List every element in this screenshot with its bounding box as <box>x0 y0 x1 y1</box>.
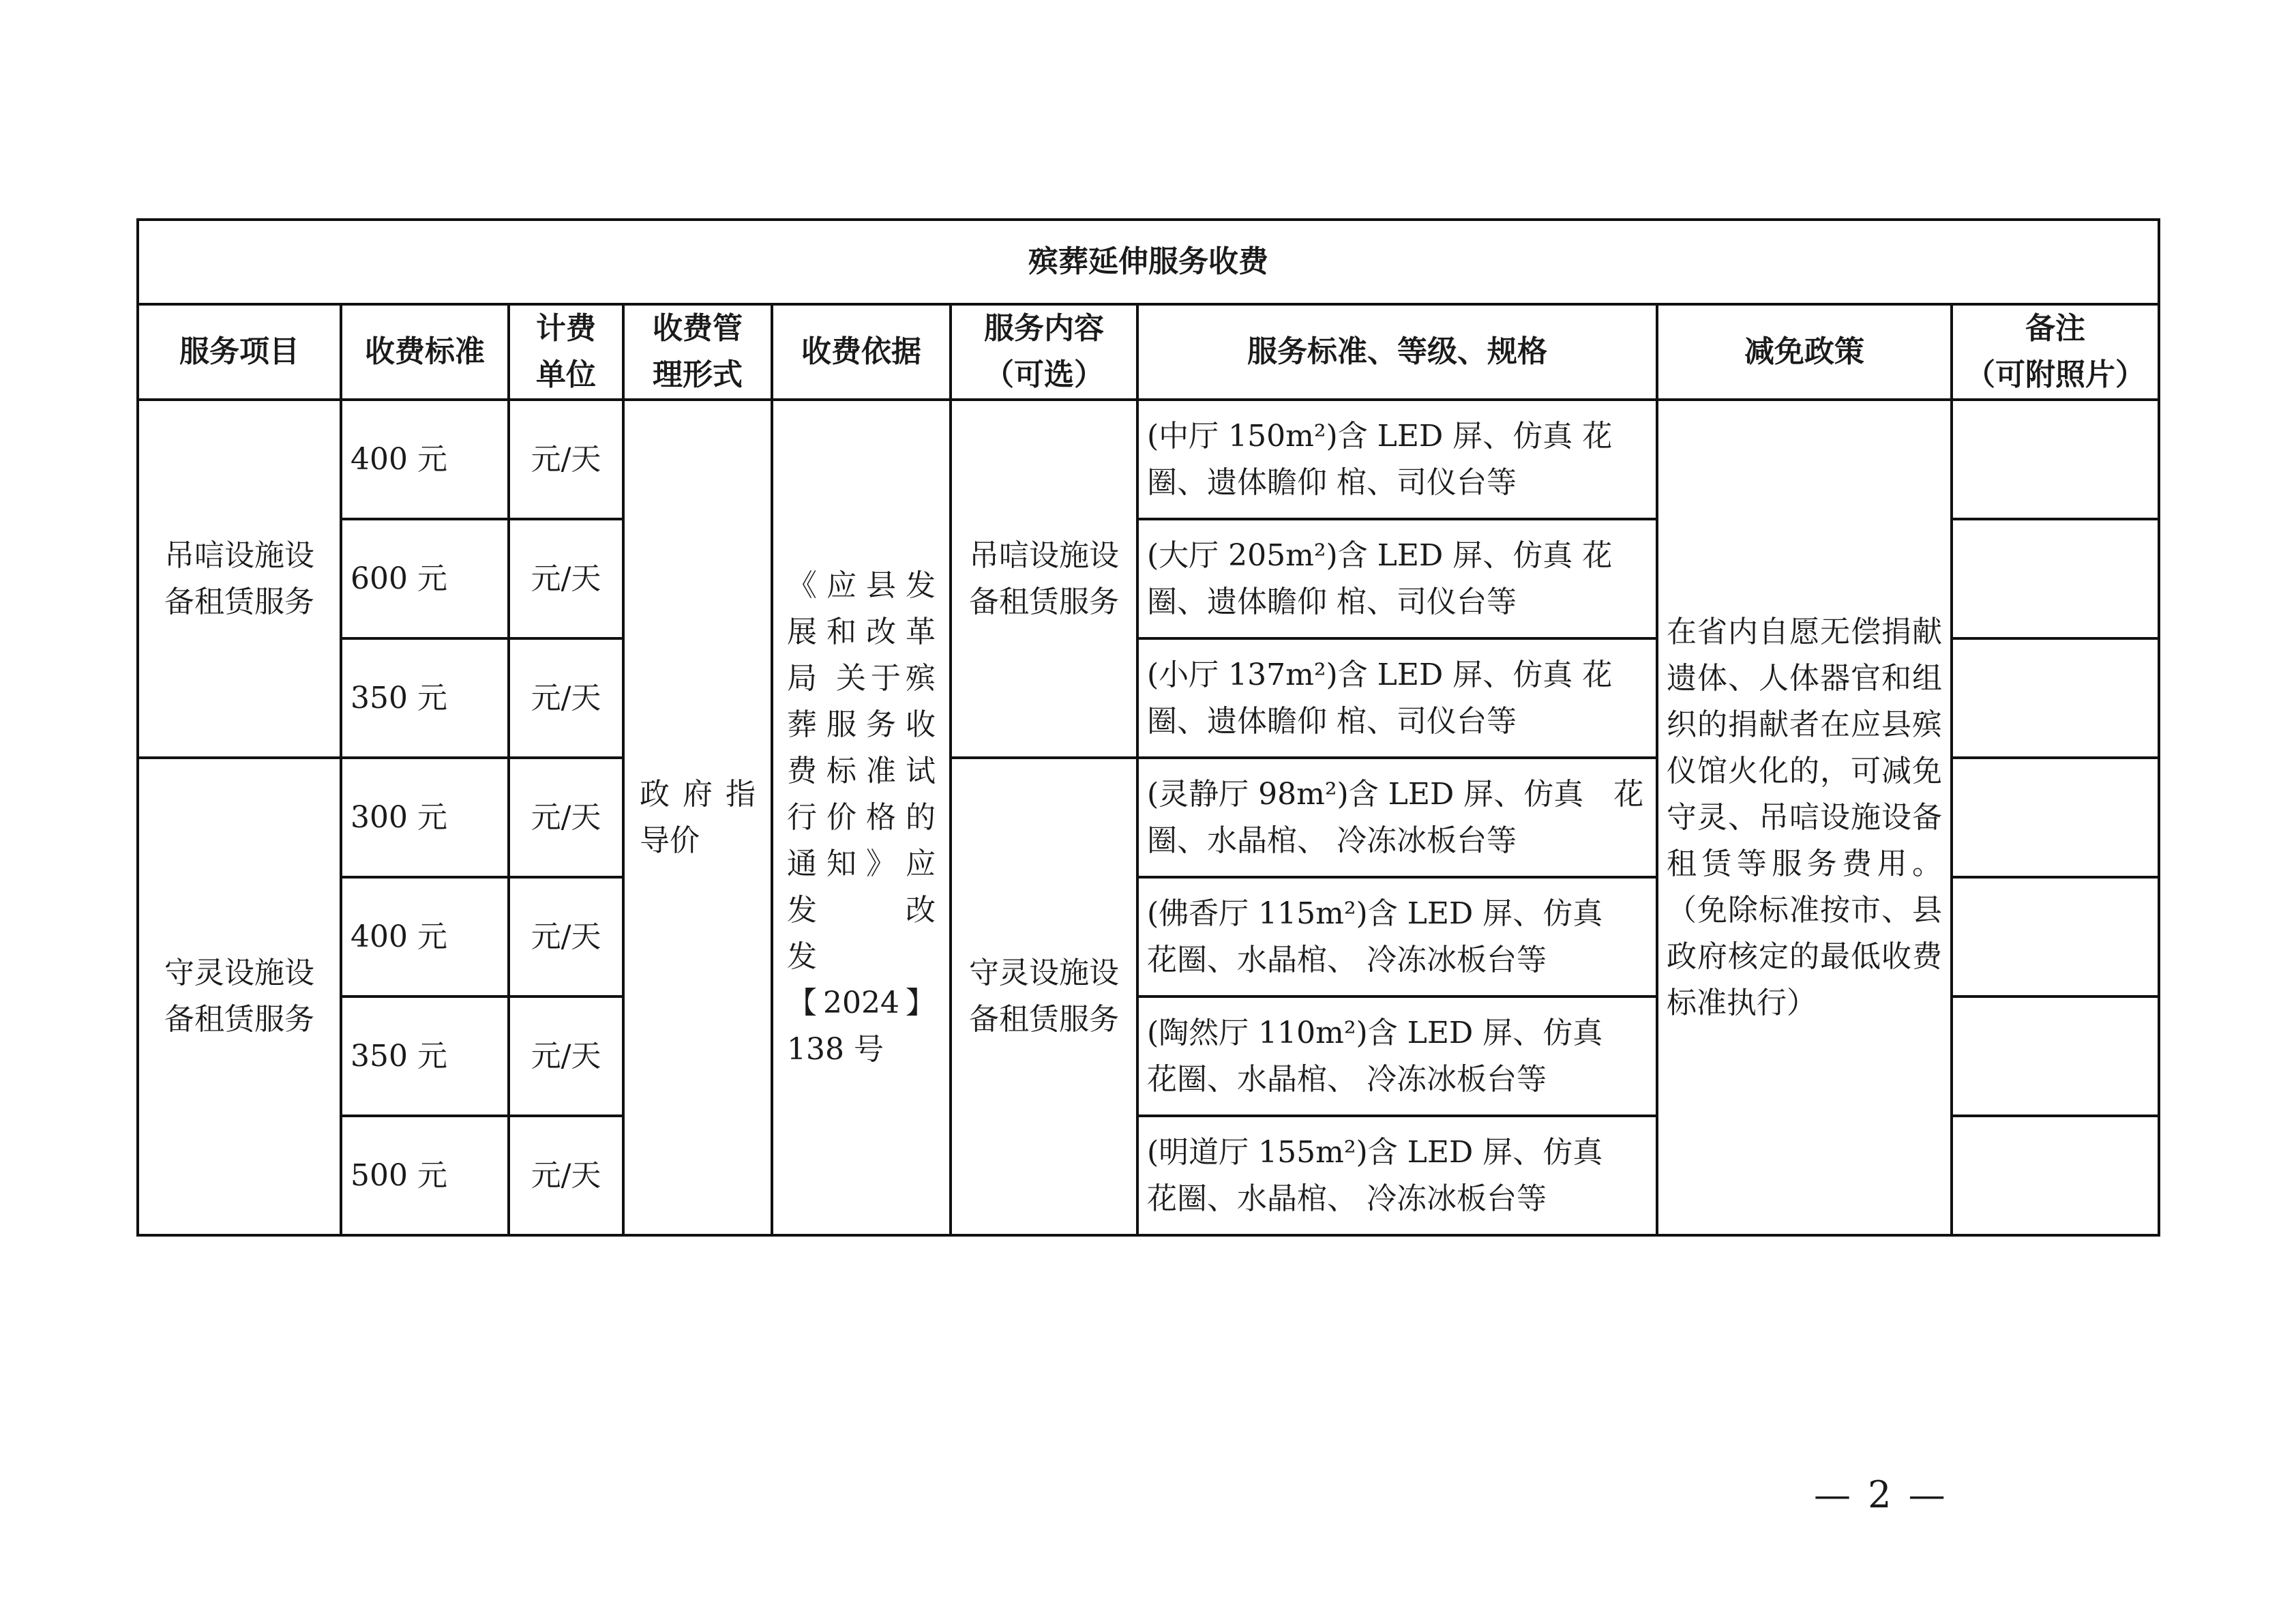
header-spec: 服务标准、等级、规格 <box>1137 304 1657 400</box>
management-cell: 政府指导价 <box>623 400 772 1235</box>
spec-cell: (小厅 137m²)含 LED 屏、仿真 花圈、遗体瞻仰 棺、司仪台等 <box>1137 638 1657 758</box>
service-item-cell: 守灵设施设备租赁服务 <box>138 758 341 1235</box>
header-note: 备注 （可附照片） <box>1952 304 2159 400</box>
spec-cell: (中厅 150m²)含 LED 屏、仿真 花圈、遗体瞻仰 棺、司仪台等 <box>1137 400 1657 519</box>
page-number: — 2 — <box>1814 1473 1948 1516</box>
service-item-cell: 吊唁设施设备租赁服务 <box>138 400 341 758</box>
spec-cell: (陶然厅 110m²)含 LED 屏、仿真 花圈、水晶棺、 冷冻冰板台等 <box>1137 996 1657 1116</box>
spec-cell: (大厅 205m²)含 LED 屏、仿真 花圈、遗体瞻仰 棺、司仪台等 <box>1137 519 1657 638</box>
content-cell: 守灵设施设 备租赁服务 <box>951 758 1137 1235</box>
header-basis: 收费依据 <box>772 304 951 400</box>
price-cell: 400 元 <box>341 877 509 996</box>
table-title: 殡葬延伸服务收费 <box>138 220 2159 304</box>
unit-cell: 元/天 <box>509 638 623 758</box>
unit-cell: 元/天 <box>509 758 623 877</box>
content-cell: 吊唁设施设 备租赁服务 <box>951 400 1137 758</box>
policy-cell: 在省内自愿无偿捐献遗体、人体器官和组织的捐献者在应县殡仪馆火化的，可减免守灵、吊唁设施设备租赁等服务费用。（免除标准按市、县政府核定的最低收费标准执行） <box>1657 400 1952 1235</box>
price-cell: 350 元 <box>341 996 509 1116</box>
note-cell <box>1952 638 2159 758</box>
note-cell <box>1952 519 2159 638</box>
unit-cell: 元/天 <box>509 877 623 996</box>
header-content: 服务内容 （可选） <box>951 304 1137 400</box>
unit-cell: 元/天 <box>509 400 623 519</box>
spec-cell: (明道厅 155m²)含 LED 屏、仿真 花圈、水晶棺、 冷冻冰板台等 <box>1137 1116 1657 1235</box>
price-cell: 300 元 <box>341 758 509 877</box>
header-standard: 收费标准 <box>341 304 509 400</box>
header-item: 服务项目 <box>138 304 341 400</box>
note-cell <box>1952 400 2159 519</box>
unit-cell: 元/天 <box>509 1116 623 1235</box>
note-cell <box>1952 758 2159 877</box>
price-cell: 500 元 <box>341 1116 509 1235</box>
price-cell: 400 元 <box>341 400 509 519</box>
header-policy: 减免政策 <box>1657 304 1952 400</box>
unit-cell: 元/天 <box>509 519 623 638</box>
price-cell: 350 元 <box>341 638 509 758</box>
header-management: 收费管 理形式 <box>623 304 772 400</box>
header-unit: 计费 单位 <box>509 304 623 400</box>
unit-cell: 元/天 <box>509 996 623 1116</box>
price-cell: 600 元 <box>341 519 509 638</box>
basis-cell: 《应县发展和改革局 关于殡葬服务收费标准试行价格的通知》应发改 发【2024】138 号 <box>772 400 951 1235</box>
note-cell <box>1952 1116 2159 1235</box>
spec-cell: (灵静厅 98m²)含 LED 屏、仿真 花圈、水晶棺、 冷冻冰板台等 <box>1137 758 1657 877</box>
note-cell <box>1952 877 2159 996</box>
table-row <box>138 400 2159 519</box>
spec-cell: (佛香厅 115m²)含 LED 屏、仿真 花圈、水晶棺、 冷冻冰板台等 <box>1137 877 1657 996</box>
fee-table <box>136 218 2160 1237</box>
note-cell <box>1952 996 2159 1116</box>
